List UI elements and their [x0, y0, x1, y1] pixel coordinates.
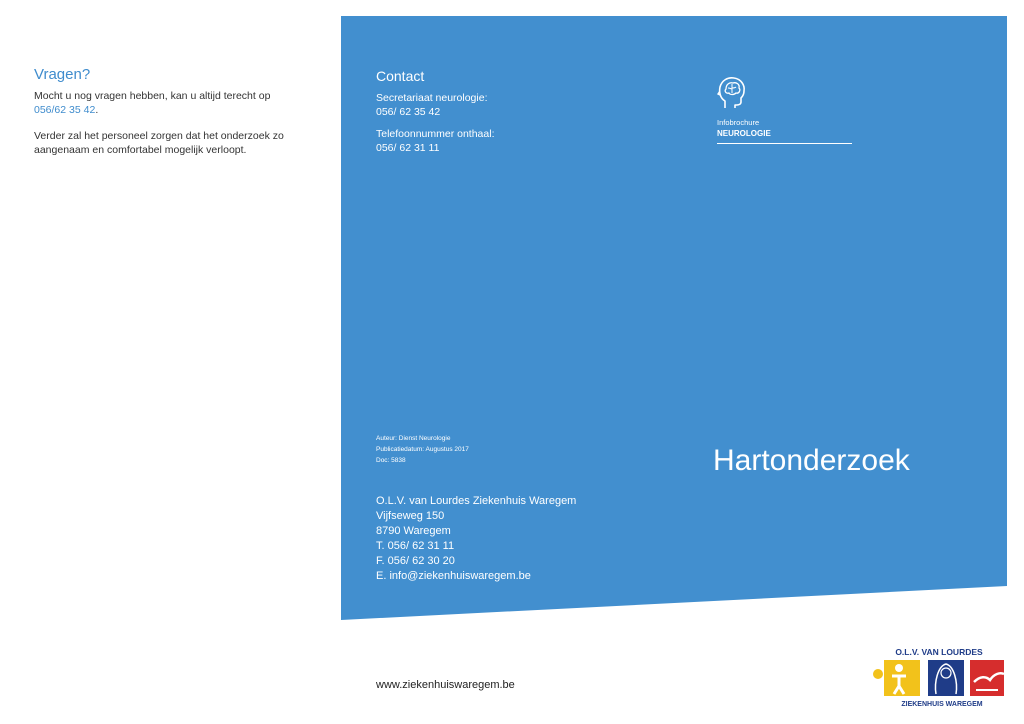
- brochure-divider: [717, 143, 852, 144]
- publication-meta: [376, 433, 469, 466]
- meta-date: Publicatiedatum: Augustus 2017: [376, 446, 469, 453]
- questions-text: Mocht u nog vragen hebben, kan u altijd terecht op 056/62 35 42.: [34, 90, 271, 116]
- hospital-address: [376, 494, 576, 584]
- brochure-kind: Infobrochure: [717, 118, 760, 127]
- meta-doc: Doc: 5838: [376, 457, 406, 464]
- logo-bottom-text: ZIEKENHUIS WAREGEM: [901, 701, 983, 708]
- address-street: Vijfseweg 150: [376, 510, 445, 522]
- document-title: Hartonderzoek: [713, 444, 910, 477]
- staff-text: Verder zal het personeel zorgen dat het onderzoek zo aangenaam en comfortabel mogelijk verloopt.: [34, 130, 284, 156]
- meta-author: Auteur: Dienst Neurologie: [376, 435, 451, 442]
- reception-info: Telefoonnummer onthaal: 056/ 62 31 11: [376, 128, 495, 154]
- contact-section: [376, 68, 676, 163]
- questions-phone: 056/62 35 42: [34, 104, 96, 116]
- address-phone: T. 056/ 62 31 11: [376, 540, 455, 552]
- logo-top-text: O.L.V. VAN LOURDES: [895, 647, 983, 657]
- hospital-logo: [872, 646, 1006, 708]
- contact-heading: Contact: [376, 68, 425, 84]
- address-email[interactable]: E. info@ziekenhuiswaregem.be: [376, 570, 531, 582]
- brochure-department: NEUROLOGIE: [717, 129, 771, 138]
- secretariat-info: Secretariaat neurologie: 056/ 62 35 42: [376, 92, 488, 118]
- website-link[interactable]: www.ziekenhuiswaregem.be: [376, 679, 515, 691]
- questions-heading: Vragen?: [34, 66, 91, 83]
- brain-head-icon: [717, 76, 747, 110]
- address-fax: F. 056/ 62 30 20: [376, 555, 455, 567]
- address-city: 8790 Waregem: [376, 525, 451, 537]
- address-name: O.L.V. van Lourdes Ziekenhuis Waregem: [376, 495, 577, 507]
- questions-section: [34, 66, 284, 169]
- brochure-label: [717, 76, 852, 144]
